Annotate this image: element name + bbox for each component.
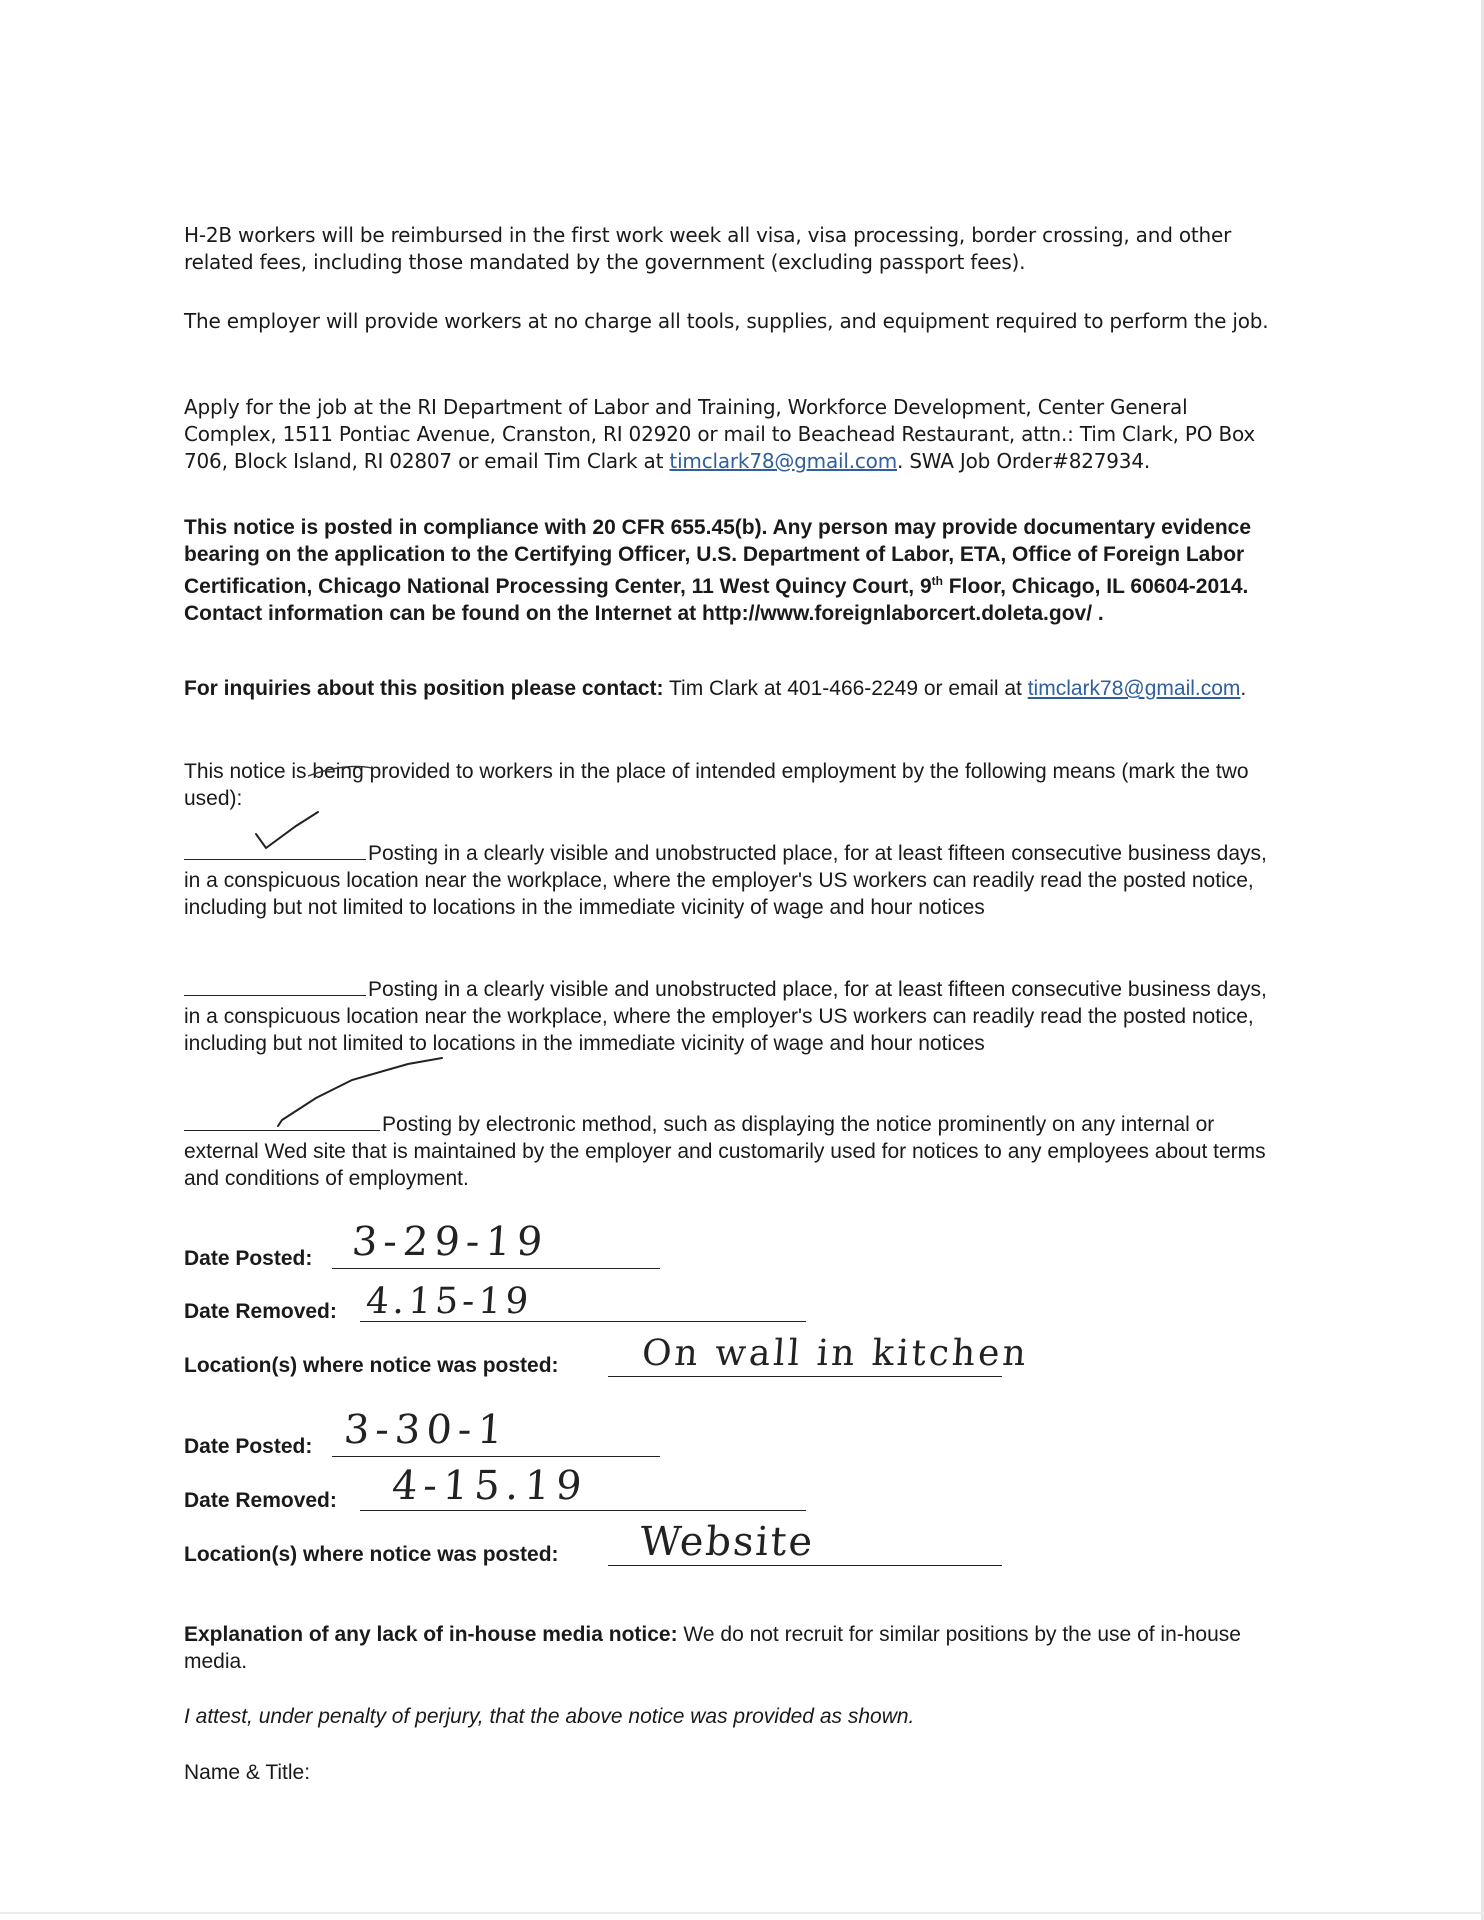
posting-2-date-removed-value: 4-15.19 (390, 1463, 590, 1509)
posting-2-location-label: Location(s) where notice was posted: (184, 1543, 559, 1566)
inquiries-label: For inquiries about this position please contact: (184, 677, 664, 700)
option-3-text: Posting by electronic method, such as displaying the notice prominently on any internal or external Wed site that is maintained by the employer and customarily used for notices to any employees about terms and conditions of employment. (184, 1113, 1266, 1190)
posting-2-date-posted-label: Date Posted: (184, 1435, 313, 1458)
apply-text-end: . SWA Job Order#827934. (897, 449, 1151, 473)
option-1-check-blank[interactable] (184, 839, 366, 860)
name-title-label: Name & Title: (184, 1761, 311, 1784)
posting-2-date-removed-line[interactable] (360, 1510, 806, 1511)
posting-1-location-label: Location(s) where notice was posted: (184, 1354, 559, 1377)
option-3-check-blank[interactable] (184, 1110, 380, 1131)
apply-text: Apply for the job at the RI Department of Labor and Training, Workforce Development, Center General Complex, 1511 Pontiac Avenue, Cranston, RI 02920 or mail to Beachead Restaurant, attn.: Tim Clark, PO Box 706, Block Island, RI 02807 or email Tim Clark at (184, 395, 1256, 473)
inquiries-text: Tim Clark at 401-466-2249 or email at (663, 677, 1028, 700)
posting-option-3 (184, 1110, 1284, 1192)
apply-paragraph (184, 394, 1284, 475)
posting-2-location-line[interactable] (608, 1565, 1002, 1566)
posting-2-date-posted-line[interactable] (332, 1456, 660, 1457)
option-2-text: Posting in a clearly visible and unobstructed place, for at least fifteen consecutive business days, in a conspicuous location near the workplace, where the employer's US workers can readily read the posted notice, including but not limited to locations in the immediate vicinity of wage and hour notices (184, 978, 1267, 1055)
reimbursement-paragraph: H-2B workers will be reimbursed in the first work week all visa, visa processing, border crossing, and other related fees, including those mandated by the government (excluding passport fees). (184, 223, 1232, 274)
posting-1-location-line[interactable] (608, 1376, 1002, 1377)
posting-1-date-posted-label: Date Posted: (184, 1247, 313, 1270)
posting-1-date-posted-line[interactable] (332, 1268, 660, 1269)
posting-2-location-value: Website (638, 1519, 816, 1565)
posting-option-2 (184, 975, 1284, 1057)
posting-1-date-removed-value: 4.15-19 (364, 1281, 534, 1322)
inquiries-email-link[interactable]: timclark78@gmail.com (1027, 677, 1241, 700)
compliance-text-end: Floor, Chicago, IL 60604-2014. Contact information can be found on the Internet at http://www.foreignlaborcert.doleta.gov/ . (184, 575, 1249, 625)
posting-1-date-removed-label: Date Removed: (184, 1300, 337, 1323)
compliance-text: This notice is posted in compliance with 20 CFR 655.45(b). Any person may provide documentary evidence bearing on the application to the Certifying Officer, U.S. Department of Labor, ETA, Office of Foreign Labor Certification, Chicago National Processing Center, 11 West Quincy Court, 9 (184, 516, 1252, 598)
compliance-superscript: th (931, 574, 943, 588)
explanation-label: Explanation of any lack of in-house media notice: (184, 1623, 678, 1646)
posting-1-location-value: On wall in kitchen (640, 1333, 1031, 1374)
posting-2-date-removed-label: Date Removed: (184, 1489, 337, 1512)
explanation-text: We do not recruit for similar positions by the use of in-house media. (184, 1623, 1241, 1673)
inquiries-paragraph (184, 675, 1284, 702)
posting-1-date-posted-value: 3-29-19 (350, 1219, 550, 1265)
inquiries-end: . (1240, 677, 1247, 700)
explanation-paragraph (184, 1621, 1284, 1675)
attestation-statement: I attest, under penalty of perjury, that the above notice was provided as shown. (184, 1705, 915, 1728)
compliance-paragraph (184, 514, 1284, 627)
tools-paragraph: The employer will provide workers at no charge all tools, supplies, and equipment required to perform the job. (184, 309, 1269, 333)
option-2-check-blank[interactable] (184, 975, 366, 996)
posting-option-1 (184, 839, 1284, 921)
means-paragraph: This notice is being provided to workers in the place of intended employment by the following means (mark the two used): (184, 760, 1249, 810)
option-1-text: Posting in a clearly visible and unobstructed place, for at least fifteen consecutive business days, in a conspicuous location near the workplace, where the employer's US workers can readily read the posted notice, including but not limited to locations in the immediate vicinity of wage and hour notices (184, 842, 1267, 919)
apply-email-link[interactable]: timclark78@gmail.com (669, 449, 897, 473)
posting-2-date-posted-value: 3-30-1 (342, 1407, 511, 1453)
scan-edge-bottom (0, 1912, 1484, 1914)
